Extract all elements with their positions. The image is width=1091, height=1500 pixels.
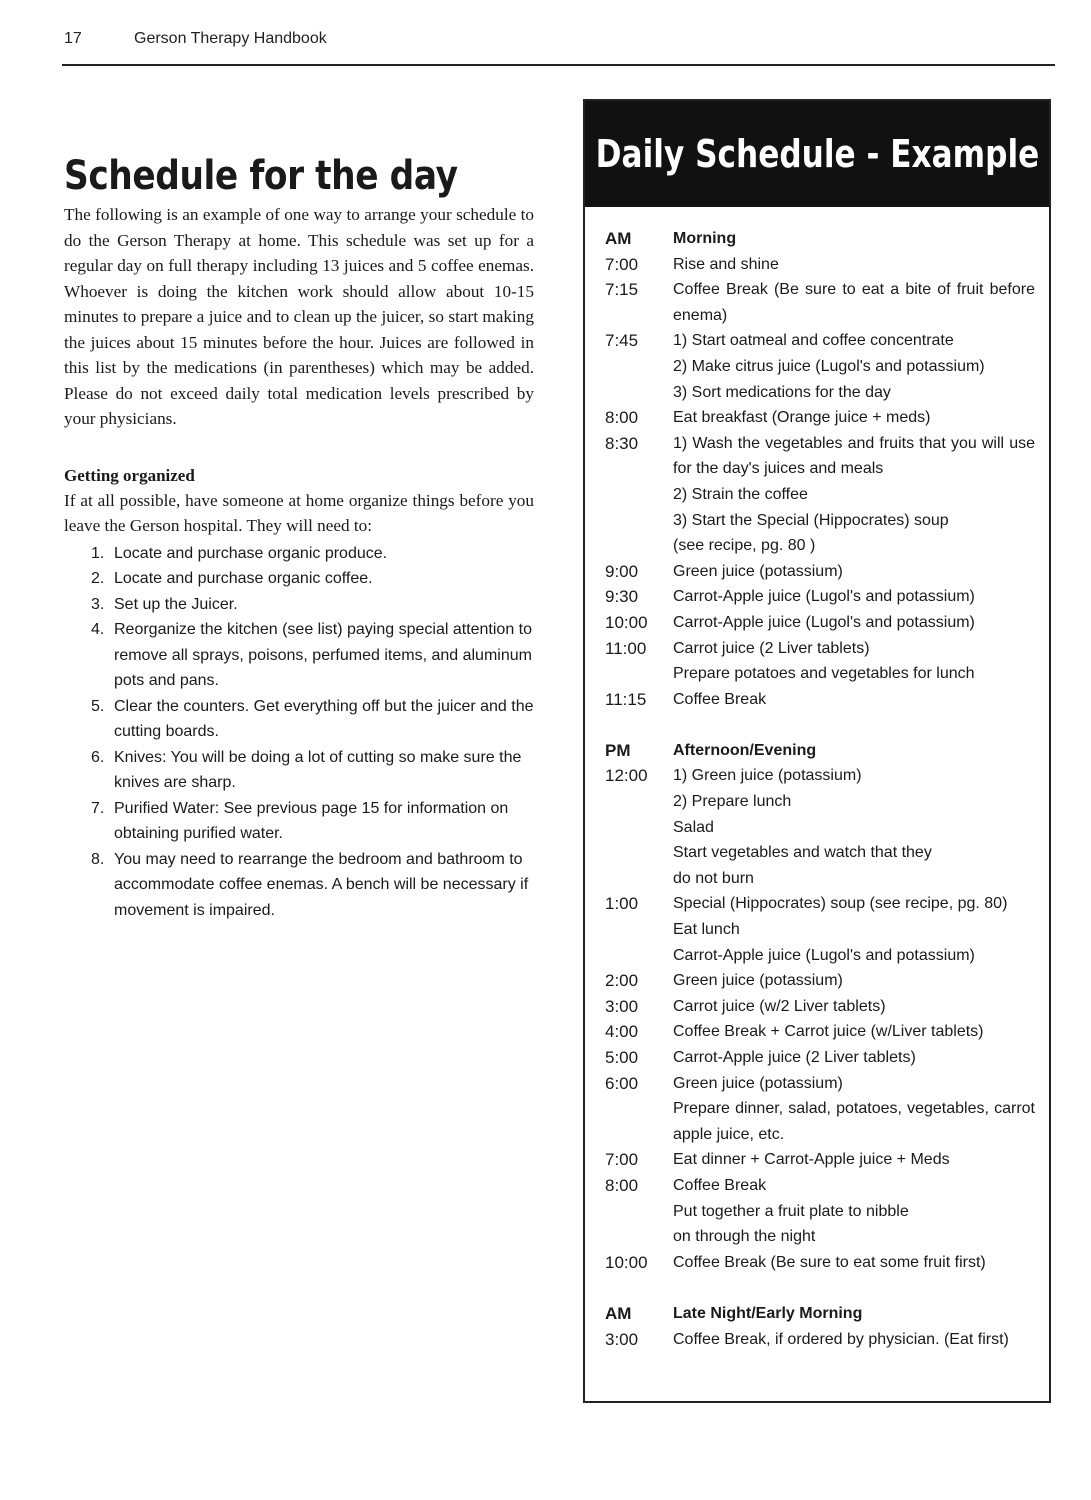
item-text: Clear the counters. Get everything off but the juicer and the cutting boards. (114, 697, 534, 740)
schedule-time (605, 380, 673, 406)
item-number: 6. (91, 748, 105, 766)
schedule-row (605, 763, 1035, 789)
schedule-row (605, 840, 1035, 866)
book-title: Gerson Therapy Handbook (134, 30, 327, 47)
period-label: PM (605, 740, 631, 760)
todo-list (64, 541, 534, 924)
item-text: You may need to rearrange the bedroom and bathroom to accommodate coffee enemas. A bench will be necessary if movement is impaired. (114, 850, 529, 919)
section-label: Afternoon/Evening (673, 741, 817, 759)
schedule-time: 11:00 (605, 638, 647, 658)
schedule-row (605, 968, 1035, 994)
schedule-time: 7:45 (605, 331, 639, 351)
schedule-row (605, 482, 1035, 508)
schedule-activity: Eat lunch (673, 921, 740, 939)
section-title: Schedule for the day (64, 153, 458, 199)
schedule-row (605, 687, 1035, 713)
schedule-row (605, 1250, 1035, 1276)
schedule-row (605, 1019, 1035, 1045)
schedule-row (605, 610, 1035, 636)
schedule-activity: Prepare potatoes and vegetables for lunch (673, 665, 975, 683)
schedule-time: 3:00 (605, 996, 639, 1016)
schedule-row (605, 1096, 1035, 1147)
header-rule (62, 64, 1055, 66)
schedule-row (605, 636, 1035, 662)
schedule-activity: Green juice (potassium) (673, 562, 843, 580)
schedule-row (605, 277, 1035, 328)
schedule-section-header (605, 226, 1035, 252)
schedule-activity: (see recipe, pg. 80 ) (673, 537, 816, 555)
schedule-row (605, 661, 1035, 687)
schedule-time (605, 1096, 673, 1147)
schedule-time (605, 533, 673, 559)
schedule-row (605, 917, 1035, 943)
left-column (64, 152, 534, 923)
schedule-section-header (605, 738, 1035, 764)
schedule-row (605, 1147, 1035, 1173)
item-number: 3. (91, 595, 105, 613)
schedule-activity: 2) Prepare lunch (673, 793, 792, 811)
schedule-row (605, 789, 1035, 815)
schedule-activity: Eat dinner + Carrot-Apple juice + Meds (673, 1151, 950, 1169)
schedule-activity: Coffee Break (Be sure to eat some fruit first) (673, 1253, 986, 1271)
schedule-activity: Rise and shine (673, 255, 779, 273)
schedule-row (605, 405, 1035, 431)
schedule-time: 8:00 (605, 1175, 639, 1195)
schedule-row (605, 533, 1035, 559)
section-label: Morning (673, 230, 737, 247)
schedule-activity: 2) Make citrus juice (Lugol's and potassium) (673, 357, 985, 375)
item-number: 1. (91, 544, 105, 562)
schedule-time: 2:00 (605, 971, 639, 991)
schedule-time: 7:00 (605, 1150, 639, 1170)
schedule-time: 5:00 (605, 1048, 639, 1067)
period-label: AM (605, 1303, 632, 1323)
schedule-row (605, 815, 1035, 841)
schedule-time: 12:00 (605, 766, 648, 786)
schedule-activity: Carrot-Apple juice (Lugol's and potassium) (673, 946, 975, 964)
schedule-activity: Coffee Break (673, 690, 767, 708)
schedule-time: 10:00 (605, 1252, 648, 1272)
schedule-activity: Carrot-Apple juice (Lugol's and potassium) (673, 613, 975, 631)
schedule-time (605, 943, 673, 969)
schedule-time: 4:00 (605, 1022, 639, 1042)
schedule-title: Daily Schedule - Example (595, 132, 1039, 176)
schedule-time (605, 866, 673, 892)
item-number: 5. (91, 697, 105, 715)
schedule-activity: Carrot juice (2 Liver tablets) (673, 639, 870, 657)
schedule-time: 3:00 (605, 1329, 639, 1349)
schedule-time (605, 1199, 673, 1225)
item-text: Locate and purchase organic produce. (114, 544, 388, 562)
item-number: 8. (91, 850, 105, 868)
schedule-activity: 1) Green juice (potassium) (673, 767, 862, 785)
schedule-row (605, 891, 1035, 917)
section-gap (605, 712, 1035, 738)
schedule-activity: Coffee Break (673, 1176, 767, 1194)
schedule-activity: Carrot-Apple juice (2 Liver tablets) (673, 1049, 916, 1066)
schedule-row (605, 1045, 1035, 1071)
schedule-activity: do not burn (673, 869, 754, 887)
item-text: Purified Water: See previous page 15 for information on obtaining purified water. (114, 799, 509, 842)
schedule-activity: Green juice (potassium) (673, 1074, 843, 1092)
schedule-time (605, 815, 673, 841)
schedule-row (605, 328, 1035, 354)
getting-organized-heading: Getting organized (64, 465, 195, 485)
item-text: Set up the Juicer. (114, 595, 238, 613)
schedule-activity: Coffee Break (Be sure to eat a bite of fruit before enema) (673, 281, 1035, 324)
schedule-activity: Special (Hippocrates) soup (see recipe, pg. 80) (673, 895, 1008, 913)
running-header (64, 30, 1054, 48)
section-gap (605, 1275, 1035, 1301)
schedule-time: 9:30 (605, 587, 639, 607)
schedule-time (605, 1224, 673, 1250)
item-text: Knives: You will be doing a lot of cutting so make sure the knives are sharp. (114, 748, 522, 791)
schedule-activity: Carrot juice (w/2 Liver tablets) (673, 997, 886, 1015)
schedule-activity: Coffee Break + Carrot juice (w/Liver tablets) (673, 1023, 984, 1041)
item-number: 2. (91, 570, 105, 587)
list-item (64, 566, 534, 592)
schedule-section-header (605, 1301, 1035, 1327)
schedule-time: 1:00 (605, 894, 639, 914)
schedule-body (585, 101, 1049, 1352)
schedule-activity: 3) Start the Special (Hippocrates) soup (673, 511, 949, 529)
schedule-time (605, 482, 673, 508)
schedule-activity: 3) Sort medications for the day (673, 383, 891, 401)
schedule-time: 8:00 (605, 408, 639, 428)
schedule-activity: Start vegetables and watch that they (673, 844, 932, 862)
page-number: 17 (64, 30, 82, 47)
schedule-row (605, 1199, 1035, 1225)
schedule-row (605, 1327, 1035, 1353)
schedule-row (605, 380, 1035, 406)
schedule-time: 9:00 (605, 561, 639, 581)
schedule-time: 10:00 (605, 612, 648, 632)
list-item (64, 694, 534, 745)
list-item (64, 796, 534, 847)
item-number: 4. (91, 621, 105, 638)
schedule-time: 7:00 (605, 254, 639, 274)
item-number: 7. (91, 799, 105, 817)
schedule-time (605, 917, 673, 943)
schedule-row (605, 354, 1035, 380)
schedule-row (605, 1173, 1035, 1199)
schedule-row (605, 252, 1035, 278)
schedule-row (605, 431, 1035, 482)
section-label: Late Night/Early Morning (673, 1304, 863, 1322)
schedule-activity: 2) Strain the coffee (673, 485, 808, 503)
organize-intro: If at all possible, have someone at home organize things before you leave the Gerson hospital. They will need to: (64, 490, 534, 535)
schedule-activity: Coffee Break, if ordered by physician. (Eat first) (673, 1330, 1009, 1348)
item-text: Locate and purchase organic coffee. (114, 570, 373, 587)
daily-schedule-box (583, 99, 1051, 1403)
item-text: Reorganize the kitchen (see list) paying special attention to remove all sprays, poisons, perfumed items, and aluminum pots and pans. (114, 621, 533, 689)
schedule-row (605, 508, 1035, 534)
schedule-time (605, 661, 673, 687)
schedule-row (605, 943, 1035, 969)
schedule-activity: Green juice (potassium) (673, 972, 843, 990)
schedule-row (605, 866, 1035, 892)
schedule-time (605, 789, 673, 815)
intro-paragraph: The following is an example of one way to arrange your schedule to do the Gerson Therapy at home. This schedule was set up for a regular day on full therapy including 13 juices and 5 coffee enemas. Whoever is doing the kitchen work should allow about 10-15 minutes to prepare a juice and to clean up the juicer, so start making the juices about 15 minutes before the hour. Juices are followed in this list by the medications (in parentheses) which may be added. Please do not exceed daily total medication levels prescribed by your physicians. (64, 205, 534, 428)
schedule-time (605, 840, 673, 866)
schedule-activity: 1) Wash the vegetables and fruits that you will use for the day's juices and meals (673, 434, 1035, 478)
schedule-time: 8:30 (605, 433, 639, 453)
schedule-row (605, 1071, 1035, 1097)
schedule-activity: Salad (673, 818, 714, 836)
schedule-time: 6:00 (605, 1073, 639, 1093)
schedule-time (605, 508, 673, 534)
schedule-row (605, 1224, 1035, 1250)
schedule-activity: Put together a fruit plate to nibble (673, 1202, 909, 1220)
schedule-row (605, 994, 1035, 1020)
schedule-time (605, 354, 673, 380)
schedule-time: 11:15 (605, 689, 647, 709)
list-item (64, 847, 534, 924)
schedule-activity: Prepare dinner, salad, potatoes, vegetables, carrot apple juice, etc. (673, 1100, 1035, 1143)
schedule-time: 7:15 (605, 280, 639, 300)
period-label: AM (605, 229, 632, 248)
schedule-activity: Carrot-Apple juice (Lugol's and potassium) (673, 588, 975, 606)
schedule-activity: on through the night (673, 1228, 816, 1246)
list-item (64, 592, 534, 618)
schedule-row (605, 559, 1035, 585)
schedule-row (605, 584, 1035, 610)
list-item (64, 541, 534, 567)
schedule-activity: Eat breakfast (Orange juice + meds) (673, 409, 931, 427)
schedule-activity: 1) Start oatmeal and coffee concentrate (673, 332, 954, 350)
list-item (64, 745, 534, 796)
list-item (64, 617, 534, 694)
